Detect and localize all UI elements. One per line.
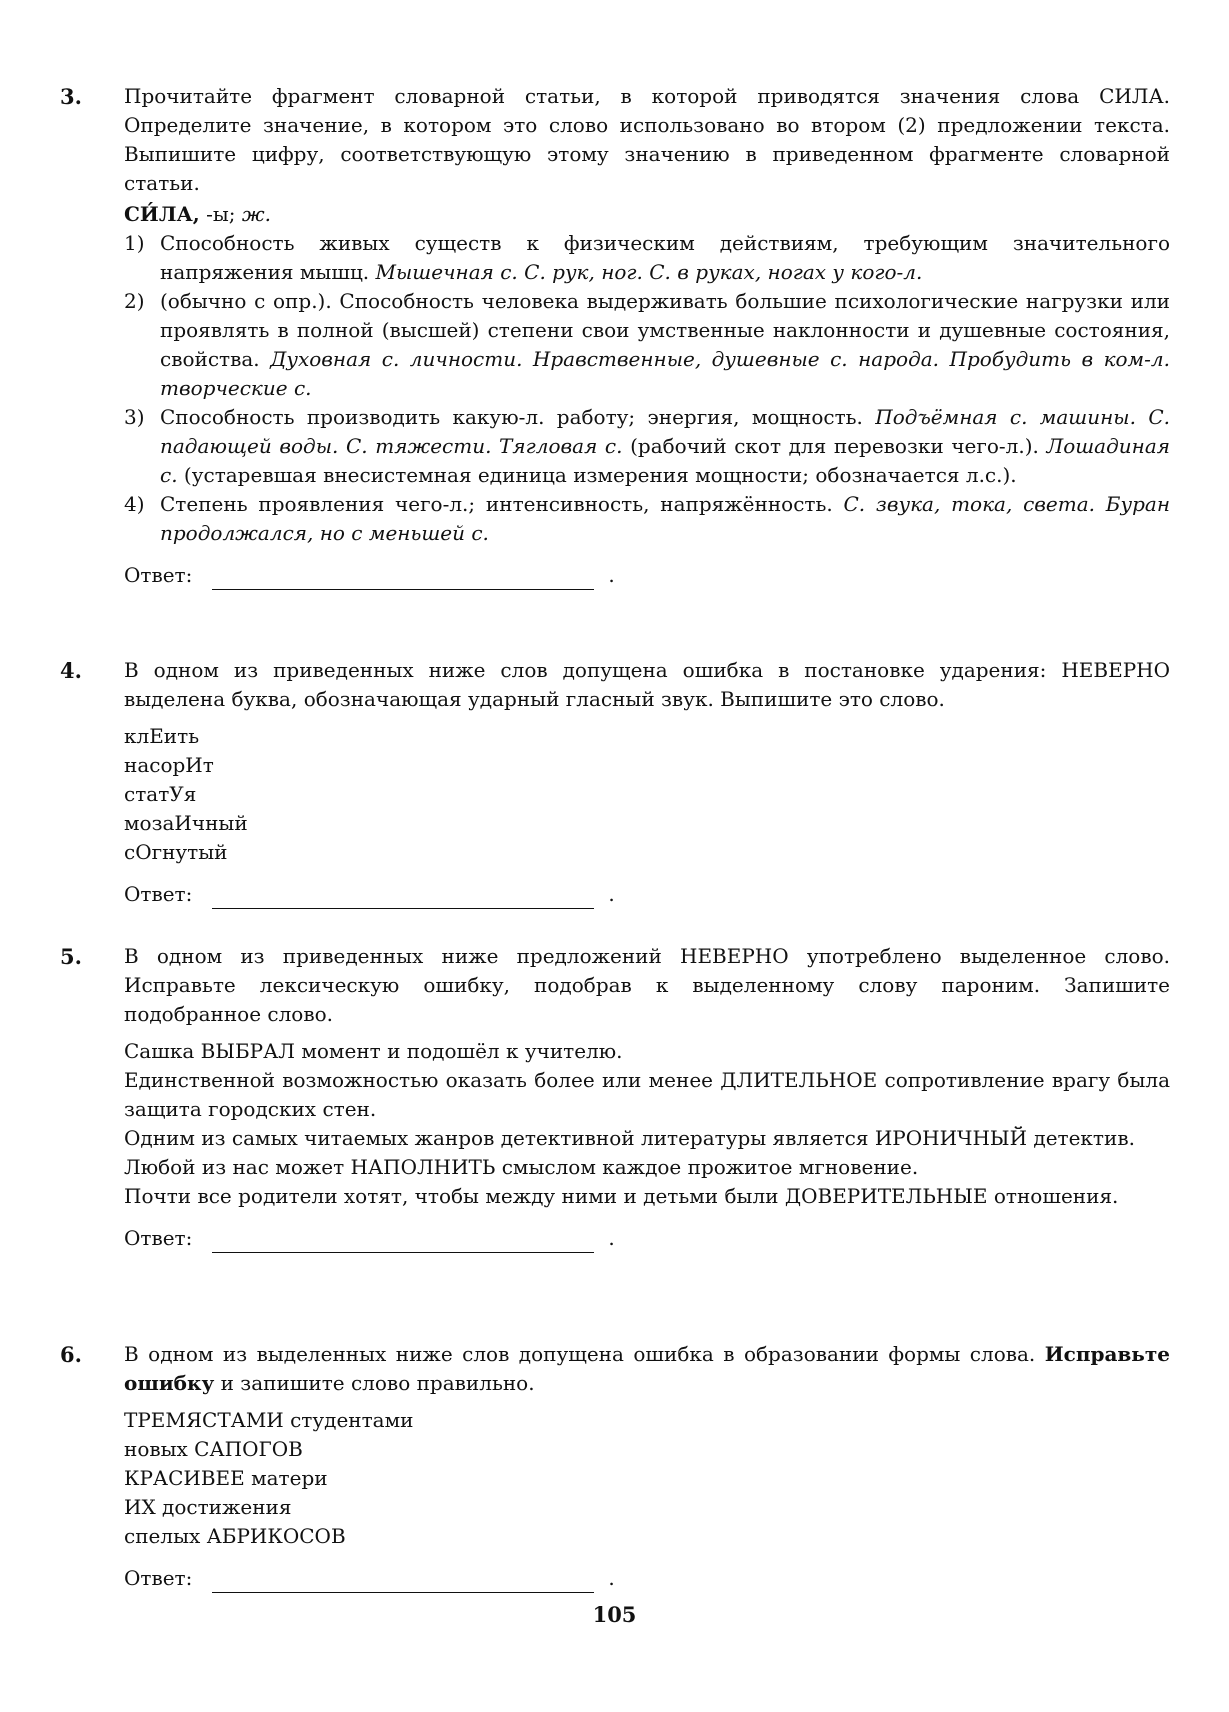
page-number: 105 — [592, 1602, 637, 1627]
answer-dot: . — [608, 563, 615, 587]
sense-number: 1) — [124, 231, 145, 255]
answer-dot: . — [608, 1566, 615, 1590]
task-body — [124, 656, 1170, 909]
list-item: насорИт — [124, 753, 214, 777]
task-instruction: В одном из приведенных ниже предложений НЕВЕРНО употреблено выделенное слово. Исправьте лексическую ошибку, подобрав к выделенному слову пароним. Запишите подобранное слово. — [124, 944, 1170, 1026]
sense-text: Способность живых существ к физическим действиям, требующим значительного напряжения мышц. Мышечная с. С. рук, ног. С. в руках, ногах у кого-л. — [160, 231, 1170, 284]
task-number: 3. — [60, 84, 82, 109]
task-body — [124, 82, 1170, 590]
task-body — [124, 942, 1170, 1253]
answer-label: Ответ: — [124, 882, 193, 906]
answer-line[interactable] — [212, 1570, 594, 1593]
list-item: статУя — [124, 782, 197, 806]
list-item: мозаИчный — [124, 811, 248, 835]
sense-text: Способность производить какую-л. работу; энергия, мощность. Подъёмная с. машины. С. падающей воды. С. тяжести. Тягловая с. (рабочий скот для перевозки чего-л.). Лошадиная с. (устаревшая внесистемная единица измерения мощности; обозначается л.с.). — [160, 405, 1170, 487]
answer-row — [124, 879, 1170, 909]
answer-line[interactable] — [212, 886, 594, 909]
answer-label: Ответ: — [124, 1566, 193, 1590]
answer-row — [124, 1223, 1170, 1253]
dictionary-sense — [124, 490, 1170, 548]
list-item: новых САПОГОВ — [124, 1437, 303, 1461]
task-number: 6. — [60, 1342, 82, 1367]
phrase-list — [124, 1406, 1170, 1551]
task-instruction: В одном из выделенных ниже слов допущена ошибка в образовании формы слова. Исправьте ошибку и запишите слово правильно. — [124, 1342, 1170, 1395]
answer-line[interactable] — [212, 567, 594, 590]
dictionary-sense — [124, 229, 1170, 287]
list-item: Сашка ВЫБРАЛ момент и подошёл к учителю. — [124, 1039, 623, 1063]
task-number: 4. — [60, 658, 82, 683]
sentence-list — [124, 1037, 1170, 1211]
list-item: сОгнутый — [124, 840, 228, 864]
task-3 — [60, 82, 1170, 590]
answer-label: Ответ: — [124, 563, 193, 587]
sense-text: (обычно с опр.). Способность человека выдерживать большие психологические нагрузки или проявлять в полной (высшей) степени свои умственные наклонности и душевные состояния, свойства. Духовная с. личности. Нравственные, душевные с. народа. Пробудить в ком-л. творческие с. — [160, 289, 1170, 400]
sense-number: 2) — [124, 289, 145, 313]
list-item: спелых АБРИКОСОВ — [124, 1524, 346, 1548]
dictionary-sense — [124, 403, 1170, 490]
dictionary-sense — [124, 287, 1170, 403]
answer-line[interactable] — [212, 1230, 594, 1253]
task-5 — [60, 942, 1170, 1253]
answer-row — [124, 1563, 1170, 1593]
list-item: Почти все родители хотят, чтобы между ними и детьми были ДОВЕРИТЕЛЬНЫЕ отношения. — [124, 1184, 1119, 1208]
grammar-info: -ы; — [199, 202, 242, 226]
gender-mark: ж. — [241, 202, 271, 226]
sense-number: 4) — [124, 492, 145, 516]
answer-dot: . — [608, 1226, 615, 1250]
answer-label: Ответ: — [124, 1226, 193, 1250]
headword: СИ́ЛА, — [124, 202, 200, 226]
list-item: Одним из самых читаемых жанров детективной литературы является ИРОНИЧНЫЙ детектив. — [124, 1126, 1135, 1150]
task-6 — [60, 1340, 1170, 1593]
list-item: ИХ достижения — [124, 1495, 292, 1519]
sense-number: 3) — [124, 405, 145, 429]
sense-text: Степень проявления чего-л.; интенсивность, напряжённость. С. звука, тока, света. Буран продолжался, но с меньшей с. — [160, 492, 1170, 545]
task-instruction: В одном из приведенных ниже слов допущена ошибка в постановке ударения: НЕВЕРНО выделена буква, обозначающая ударный гласный звук. Выпишите это слово. — [124, 658, 1170, 711]
list-item: Любой из нас может НАПОЛНИТЬ смыслом каждое прожитое мгновение. — [124, 1155, 919, 1179]
task-4 — [60, 656, 1170, 909]
task-body — [124, 1340, 1170, 1593]
answer-row — [124, 560, 1170, 590]
task-number: 5. — [60, 944, 82, 969]
word-list — [124, 722, 1170, 867]
task-instruction: Прочитайте фрагмент словарной статьи, в которой приводятся значения слова СИЛА. Определите значение, в котором это слово использовано во втором (2) предложении текста. Выпишите цифру, соответствующую этому значению в приведенном фрагменте словарной статьи. — [124, 84, 1170, 195]
list-item: Единственной возможностью оказать более или менее ДЛИТЕЛЬНОЕ сопротивление врагу была защита городских стен. — [124, 1068, 1170, 1121]
answer-dot: . — [608, 882, 615, 906]
list-item: клЕить — [124, 724, 200, 748]
list-item: ТРЕМЯСТАМИ студентами — [124, 1408, 414, 1432]
dictionary-entry-head — [124, 200, 1170, 229]
list-item: КРАСИВЕЕ матери — [124, 1466, 328, 1490]
